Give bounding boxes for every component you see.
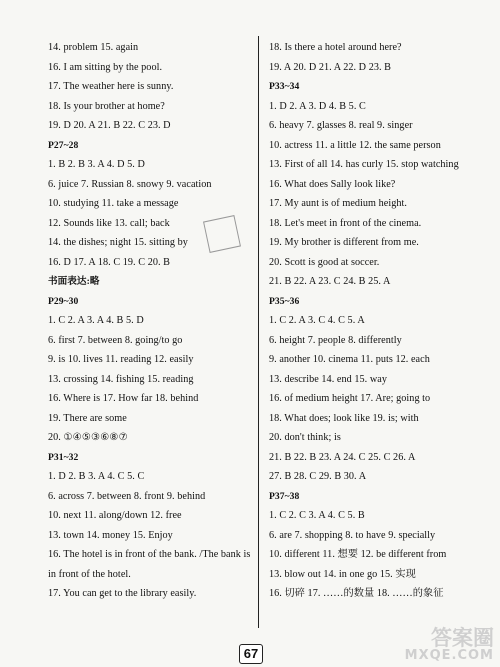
section-heading: P31~32 (48, 451, 79, 463)
answer-line: 10. actress 11. a little 12. the same person (269, 139, 441, 151)
answer-line: 16. What does Sally look like? (269, 178, 396, 190)
answer-line: 16. of medium height 17. Are; going to (269, 393, 431, 404)
answer-line: 18. Is your brother at home? (48, 100, 165, 112)
answer-line: 19. A 20. D 21. A 22. D 23. B (269, 61, 392, 73)
answer-line: 10. studying 11. take a message (48, 198, 179, 209)
answer-line: 17. You can get to the library easily. (48, 588, 197, 599)
section-heading: P37~38 (269, 490, 300, 502)
answer-line: 6. height 7. people 8. differently (269, 334, 402, 346)
answer-line: 20. Scott is good at soccer. (269, 256, 380, 268)
answer-line: 6. juice 7. Russian 8. snowy 9. vacation (48, 178, 212, 190)
answer-line: 16. D 17. A 18. C 19. C 20. B (48, 256, 171, 268)
answer-line: 9. is 10. lives 11. reading 12. easily (48, 354, 194, 365)
answer-line: 16. I am sitting by the pool. (48, 61, 163, 73)
answer-line: 1. C 2. C 3. A 4. C 5. B (269, 510, 365, 521)
right-column (269, 38, 479, 604)
answer-line: 17. The weather here is sunny. (48, 81, 174, 92)
stamp-mark (203, 215, 241, 253)
answer-line: 18. Is there a hotel around here? (269, 42, 402, 53)
column-divider (258, 36, 259, 628)
answer-line: 1. D 2. B 3. A 4. C 5. C (48, 471, 145, 482)
left-column (48, 38, 251, 604)
answer-line: 6. first 7. between 8. going/to go (48, 334, 183, 346)
watermark-logo (405, 627, 494, 663)
section-heading: P27~28 (48, 139, 79, 151)
answer-line: 1. B 2. B 3. A 4. D 5. D (48, 159, 145, 170)
watermark-url: MXQE.COM (404, 648, 494, 663)
answer-line: 6. are 7. shopping 8. to have 9. specially (269, 529, 436, 541)
section-heading: P29~30 (48, 295, 79, 307)
answer-line: 1. C 2. A 3. A 4. B 5. D (48, 315, 144, 326)
answer-line: 18. What does; look like 19. is; with (269, 412, 419, 424)
answer-line: 14. problem 15. again (48, 42, 139, 53)
answer-line: 17. My aunt is of medium height. (269, 198, 407, 209)
answer-line: 13. blow out 14. in one go 15. 实现 (269, 568, 416, 580)
page-number: 67 (239, 644, 263, 664)
answer-line: 13. town 14. money 15. Enjoy (48, 529, 173, 541)
answer-line: 20. ①④⑤③⑥⑧⑦ (48, 432, 128, 443)
answer-line: 13. describe 14. end 15. way (269, 373, 387, 385)
answer-line: 9. another 10. cinema 11. puts 12. each (269, 354, 430, 365)
answer-line: 14. the dishes; night 15. sitting by (48, 237, 188, 248)
answer-line: 12. Sounds like 13. call; back (48, 217, 170, 229)
answer-line: 19. D 20. A 21. B 22. C 23. D (48, 120, 171, 131)
answer-line: 21. B 22. A 23. C 24. B 25. A (269, 276, 391, 287)
answer-line: 19. There are some (48, 412, 127, 424)
answer-line: 20. don't think; is (269, 432, 341, 443)
answer-line: 13. crossing 14. fishing 15. reading (48, 373, 194, 385)
section-heading: P35~36 (269, 295, 300, 307)
answer-line: 16. Where is 17. How far 18. behind (48, 393, 199, 404)
answer-line: 1. D 2. A 3. D 4. B 5. C (269, 100, 366, 112)
answer-line: 13. First of all 14. has curly 15. stop watching (269, 159, 459, 170)
answer-line: 21. B 22. B 23. A 24. C 25. C 26. A (269, 451, 416, 463)
watermark-text: 答案圈 (431, 626, 494, 650)
answer-line: 19. My brother is different from me. (269, 237, 419, 248)
section-heading: P33~34 (269, 81, 300, 92)
answer-line: 16. The hotel is in front of the bank. /The bank is (48, 549, 251, 560)
answer-line: in front of the hotel. (48, 568, 131, 580)
answer-line: 6. across 7. between 8. front 9. behind (48, 490, 206, 502)
answer-line: 16. 切碎 17. ……的数量 18. ……的象征 (269, 588, 444, 599)
answer-line: 1. C 2. A 3. C 4. C 5. A (269, 315, 365, 326)
section-heading: 书面表达:略 (48, 276, 100, 287)
answer-line: 27. B 28. C 29. B 30. A (269, 471, 367, 482)
answer-line: 18. Let's meet in front of the cinema. (269, 217, 422, 229)
answer-line: 10. different 11. 想要 12. be different from (269, 549, 447, 560)
answer-line: 10. next 11. along/down 12. free (48, 510, 182, 521)
answer-line: 6. heavy 7. glasses 8. real 9. singer (269, 120, 413, 131)
